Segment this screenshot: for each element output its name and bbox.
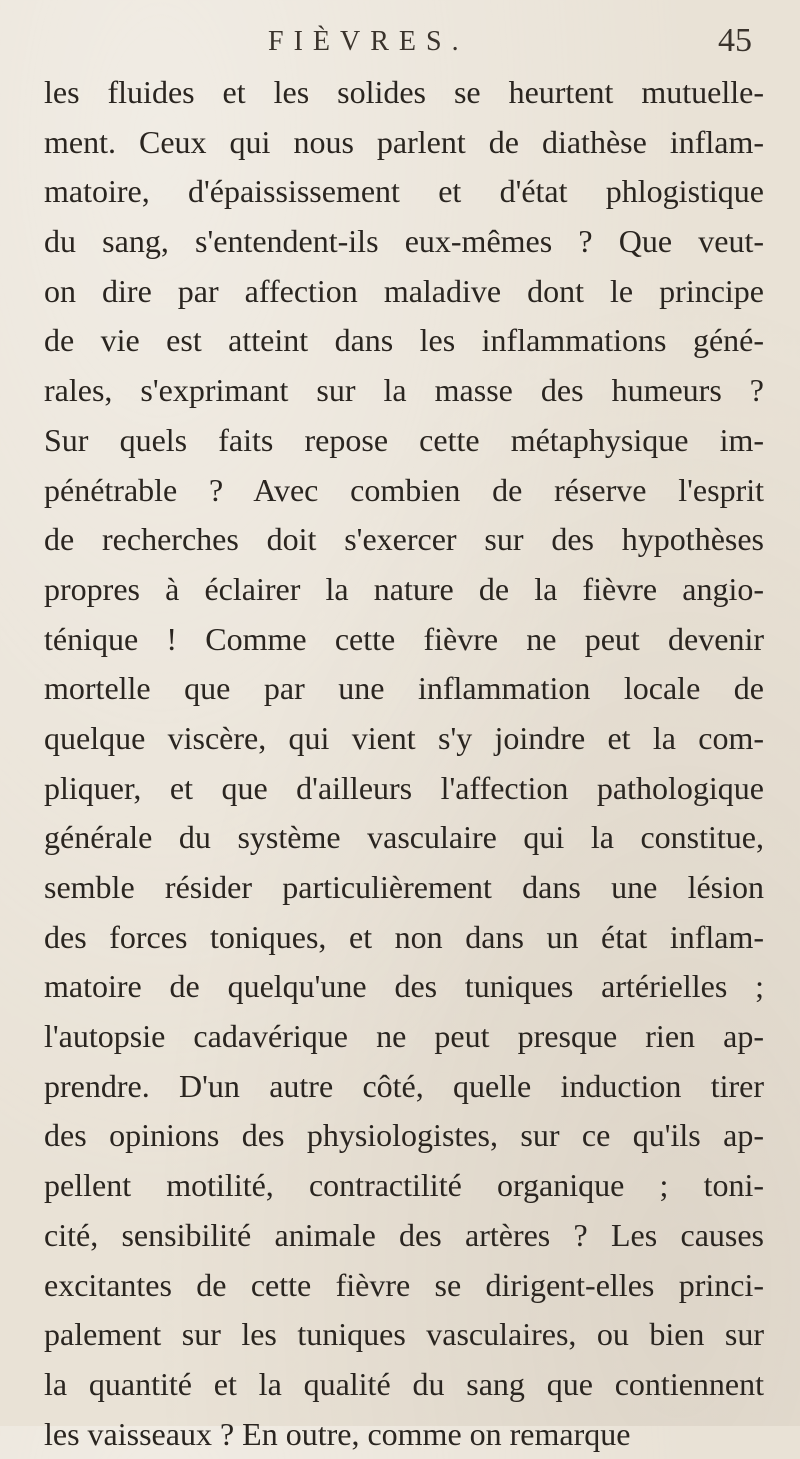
text-line: générale du système vasculaire qui la constitue, bbox=[44, 819, 764, 856]
text-line: l'autopsie cadavérique ne peut presque rien ap- bbox=[44, 1018, 764, 1055]
text-line: palement sur les tuniques vasculaires, ou bien sur bbox=[44, 1316, 764, 1353]
text-line: ténique ! Comme cette fièvre ne peut devenir bbox=[44, 620, 764, 657]
page-number: 45 bbox=[718, 22, 752, 59]
text-line: on dire par affection maladive dont le principe bbox=[44, 272, 764, 309]
running-title: FIÈVRES. bbox=[268, 26, 469, 57]
text-line: pénétrable ? Avec combien de réserve l'esprit bbox=[44, 471, 764, 508]
running-head bbox=[0, 14, 800, 66]
text-line: matoire de quelqu'une des tuniques artérielles ; bbox=[44, 968, 764, 1005]
text-line: excitantes de cette fièvre se dirigent-elles princi- bbox=[44, 1266, 764, 1303]
text-line: les vaisseaux ? En outre, comme on remarque bbox=[44, 1415, 631, 1452]
text-line: prendre. D'un autre côté, quelle induction tirer bbox=[44, 1067, 764, 1104]
text-line: rales, s'exprimant sur la masse des humeurs ? bbox=[44, 372, 764, 409]
body-text bbox=[44, 68, 764, 1459]
text-line: quelque viscère, qui vient s'y joindre et la com- bbox=[44, 719, 764, 756]
text-line: des opinions des physiologistes, sur ce qu'ils ap- bbox=[44, 1117, 764, 1154]
text-line: de vie est atteint dans les inflammations géné- bbox=[44, 322, 764, 359]
text-line: cité, sensibilité animale des artères ? Les causes bbox=[44, 1216, 764, 1253]
text-line: du sang, s'entendent-ils eux-mêmes ? Que veut- bbox=[44, 223, 764, 260]
text-line: les fluides et les solides se heurtent mutuelle- bbox=[44, 74, 764, 110]
text-line: propres à éclairer la nature de la fièvre angio- bbox=[44, 570, 764, 607]
text-line: pellent motilité, contractilité organique ; toni- bbox=[44, 1167, 764, 1204]
text-line: Sur quels faits repose cette métaphysique im- bbox=[44, 421, 764, 458]
text-line: des forces toniques, et non dans un état inflam- bbox=[44, 918, 764, 955]
text-line: semble résider particulièrement dans une lésion bbox=[44, 869, 764, 905]
text-line: pliquer, et que d'ailleurs l'affection pathologique bbox=[44, 769, 764, 806]
text-line: mortelle que par une inflammation locale de bbox=[44, 670, 764, 707]
text-line: la quantité et la qualité du sang que contiennent bbox=[44, 1365, 764, 1402]
text-line: ment. Ceux qui nous parlent de diathèse inflam- bbox=[44, 123, 764, 160]
text-line: de recherches doit s'exercer sur des hypothèses bbox=[44, 521, 764, 558]
text-line: matoire, d'épaississement et d'état phlogistique bbox=[44, 173, 764, 210]
